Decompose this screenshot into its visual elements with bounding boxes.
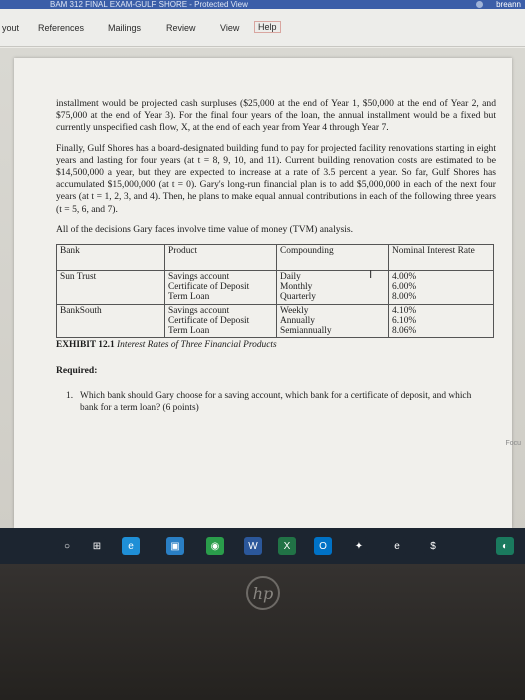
- table-row: [57, 304, 494, 338]
- cell-rate: 8.06%: [392, 326, 417, 337]
- user-name[interactable]: breann: [496, 0, 521, 9]
- tab-help[interactable]: Help: [254, 21, 281, 33]
- table-header-row: [57, 245, 494, 271]
- task-view-icon[interactable]: ⊞: [88, 537, 106, 555]
- header-product: Product: [165, 245, 277, 271]
- document-page[interactable]: [14, 58, 512, 528]
- interest-rate-table: [56, 244, 494, 338]
- cell-rate: 8.00%: [392, 292, 417, 303]
- cell-product: Certificate of Deposit: [168, 315, 250, 326]
- tab-view[interactable]: View: [220, 23, 240, 33]
- caption-text: Interest Rates of Three Financial Products: [117, 340, 277, 351]
- photos-icon[interactable]: ▣: [166, 537, 184, 555]
- cell-product: Term Loan: [168, 326, 210, 337]
- header-bank: Bank: [57, 245, 165, 271]
- outlook-icon[interactable]: O: [314, 537, 332, 555]
- required-heading: Required:: [56, 365, 98, 377]
- cell-compounding: [277, 304, 389, 338]
- cell-rate: 4.00%: [392, 272, 417, 283]
- user-avatar-icon[interactable]: [476, 1, 483, 8]
- cell-product: Term Loan: [168, 292, 210, 303]
- taskbar: [0, 528, 525, 564]
- cell-rates: [389, 271, 494, 305]
- header-rate: Nominal Interest Rate: [389, 245, 494, 271]
- ribbon: [0, 9, 525, 47]
- paragraph-installment: installment would be projected cash surpluses ($25,000 at the end of Year 1, $50,000 at the end of Year 2, and $75,000 at the end of Year 3). For the final four years of the loan, the annual installment would be a fixed but currently unspecified cash flow, X, at the end of each year from Year 4 through Year 7.: [56, 98, 496, 134]
- word-icon[interactable]: W: [244, 537, 262, 555]
- cell-bank: BankSouth: [57, 304, 165, 338]
- chrome-icon[interactable]: ◉: [206, 537, 224, 555]
- cell-product: Savings account: [168, 305, 230, 316]
- paragraph-building-fund: Finally, Gulf Shores has a board-designated building fund to pay for projected facility renovations starting in eight years and lasting for four years (at t = 8, 9, 10, and 11). Current building renovation costs are estimated to be $14,500,000 a year, but they are expected to increase at a rate of 3.5 percent a year. So far, Gulf Shores has accumulated $15,000,000 (at t = 0). Gary's long-run financial plan is to add $5,000,000 in each of the next four years (at t = 1, 2, 3, and 4). Then, he plans to make equal annual contributions in each of the following three years (t = 5, 6, and 7).: [56, 142, 496, 215]
- ie-icon[interactable]: e: [388, 537, 406, 555]
- window-titlebar: [0, 0, 525, 9]
- cell-rate: 6.10%: [392, 315, 417, 326]
- hp-logo: hp: [246, 576, 280, 610]
- cortana-icon[interactable]: ○: [58, 537, 76, 555]
- exhibit-caption: [56, 339, 496, 351]
- question-text: Which bank should Gary choose for a saving account, which bank for a certificate of deposit, and which bank for a term loan? (6 points): [80, 390, 472, 413]
- cell-product: Certificate of Deposit: [168, 282, 250, 293]
- table-row: [57, 271, 494, 305]
- settings-icon[interactable]: ✦: [350, 537, 368, 555]
- dollar-icon[interactable]: $: [424, 537, 442, 555]
- tab-mailings[interactable]: Mailings: [108, 23, 142, 33]
- cell-products: [165, 304, 277, 338]
- cell-product: Savings account: [168, 272, 230, 283]
- focus-mode-label[interactable]: Focu: [505, 440, 521, 447]
- cell-products: [165, 271, 277, 305]
- window-title: BAM 312 FINAL EXAM-GULF SHORE - Protected View: [50, 0, 248, 9]
- tab-references[interactable]: References: [38, 23, 85, 33]
- app-icon[interactable]: ◐: [496, 537, 514, 555]
- cell-compounding-value: Quarterly: [280, 292, 316, 303]
- cell-compounding-value: Monthly: [280, 282, 313, 293]
- excel-icon[interactable]: X: [278, 537, 296, 555]
- document-content: [56, 98, 496, 414]
- paragraph-tvm: All of the decisions Gary faces involve time value of money (TVM) analysis.: [56, 223, 354, 235]
- edge-icon[interactable]: e: [122, 537, 140, 555]
- tab-review[interactable]: Review: [166, 23, 196, 33]
- header-compounding: Compounding: [277, 245, 389, 271]
- text-cursor-icon: I: [369, 268, 373, 281]
- cell-rates: [389, 304, 494, 338]
- question-1: [66, 390, 480, 414]
- cell-compounding-value: Semiannually: [280, 326, 332, 337]
- cell-compounding-value: Weekly: [280, 305, 309, 316]
- cell-bank: Sun Trust: [57, 271, 165, 305]
- caption-label: EXHIBIT 12.1: [56, 340, 115, 351]
- question-number: 1.: [66, 390, 74, 401]
- cell-compounding-value: Daily: [280, 272, 301, 283]
- tab-layout[interactable]: yout: [2, 23, 20, 33]
- cell-compounding-value: Annually: [280, 315, 315, 326]
- cell-rate: 6.00%: [392, 282, 417, 293]
- cell-rate: 4.10%: [392, 305, 417, 316]
